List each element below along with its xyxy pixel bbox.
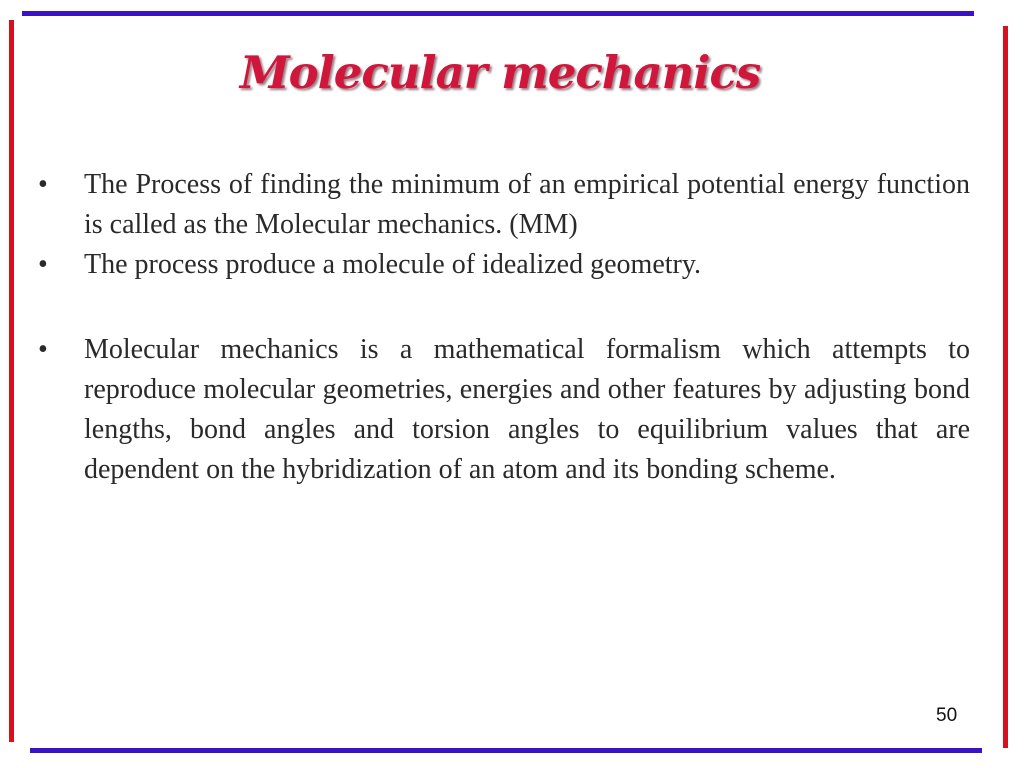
bullet-item [38, 245, 970, 285]
left-side-bar [9, 20, 14, 742]
bullet-text: The Process of finding the minimum of an empirical potential energy function is called as the Molecular mechanics. (MM) [84, 169, 970, 240]
slide-title: Molecular mechanics [239, 46, 761, 99]
page-number: 50 [936, 705, 958, 726]
bullet-item [38, 165, 970, 245]
bottom-rule [30, 748, 982, 753]
bullet-list [38, 165, 970, 490]
right-side-bar [1003, 26, 1008, 748]
bullet-dot-icon: • [38, 249, 48, 280]
top-rule [22, 11, 974, 16]
bullet-dot-icon: • [38, 334, 48, 365]
bullet-text: Molecular mechanics is a mathematical formalism which attempts to reproduce molecular geometries, energies and other features by adjusting bond lengths, bond angles and torsion angles to equilibrium values that are dependent on the hybridization of an atom and its bonding scheme. [84, 334, 970, 485]
bullet-item [38, 330, 970, 490]
bullet-text: The process produce a molecule of idealized geometry. [84, 249, 702, 280]
bullet-dot-icon: • [38, 169, 48, 200]
